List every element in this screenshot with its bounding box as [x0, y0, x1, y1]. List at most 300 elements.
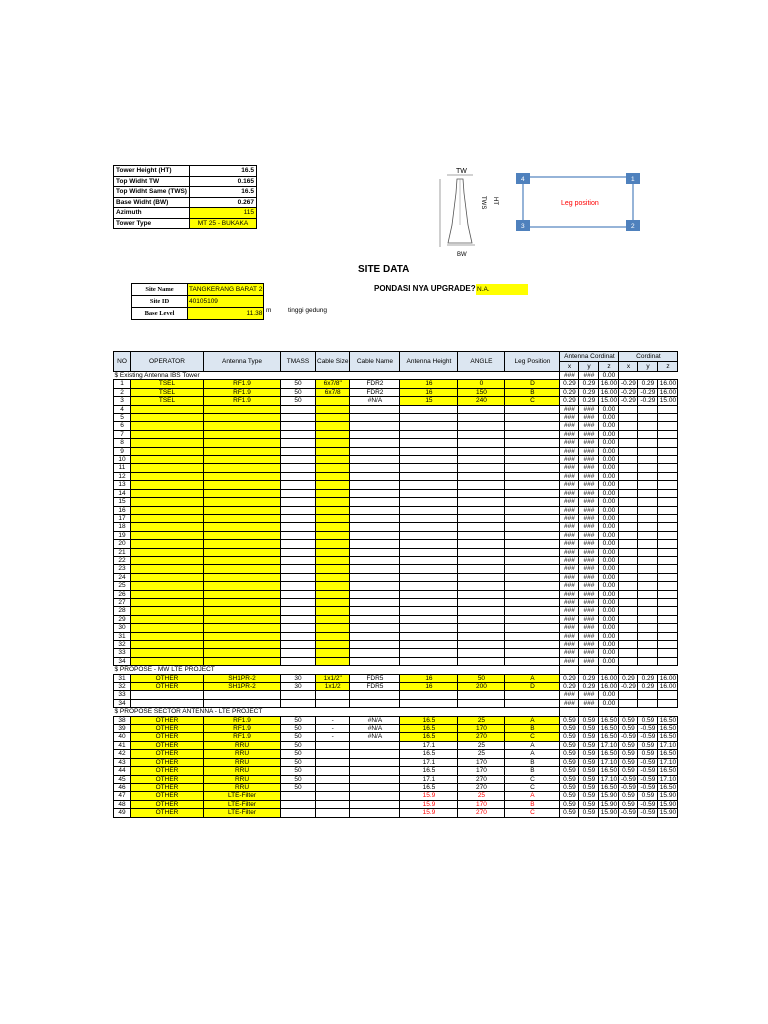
row-cable-name[interactable]: [350, 775, 400, 783]
row-antenna-type[interactable]: [204, 447, 281, 455]
row-antenna-height[interactable]: [400, 498, 458, 506]
row-leg-position[interactable]: C: [505, 733, 560, 741]
row-cable-size[interactable]: [316, 481, 350, 489]
row-antenna-height[interactable]: [400, 615, 458, 623]
row-cable-size[interactable]: [316, 548, 350, 556]
row-cable-name[interactable]: [350, 783, 400, 791]
row-tmass[interactable]: [281, 464, 316, 472]
row-angle[interactable]: [458, 691, 505, 699]
row-tmass[interactable]: 30: [281, 683, 316, 691]
row-angle[interactable]: [458, 422, 505, 430]
row-tmass[interactable]: [281, 691, 316, 699]
row-operator[interactable]: [131, 624, 204, 632]
row-antenna-height[interactable]: [400, 624, 458, 632]
row-cable-size[interactable]: [316, 632, 350, 640]
row-antenna-type[interactable]: RRU: [204, 775, 281, 783]
row-operator[interactable]: [131, 506, 204, 514]
row-leg-position[interactable]: C: [505, 783, 560, 791]
row-angle[interactable]: 25: [458, 792, 505, 800]
row-cable-name[interactable]: [350, 632, 400, 640]
row-tmass[interactable]: 50: [281, 750, 316, 758]
row-operator[interactable]: OTHER: [131, 741, 204, 749]
row-cable-size[interactable]: -: [316, 733, 350, 741]
row-antenna-height[interactable]: 16: [400, 388, 458, 396]
row-angle[interactable]: 25: [458, 750, 505, 758]
row-antenna-type[interactable]: RF1.9: [204, 733, 281, 741]
row-tmass[interactable]: [281, 481, 316, 489]
row-cable-name[interactable]: [350, 422, 400, 430]
row-cable-size[interactable]: [316, 540, 350, 548]
row-leg-position[interactable]: [505, 498, 560, 506]
row-antenna-type[interactable]: [204, 607, 281, 615]
row-operator[interactable]: OTHER: [131, 809, 204, 817]
row-angle[interactable]: [458, 430, 505, 438]
row-angle[interactable]: [458, 523, 505, 531]
row-cable-size[interactable]: [316, 783, 350, 791]
row-leg-position[interactable]: B: [505, 800, 560, 808]
row-antenna-type[interactable]: [204, 573, 281, 581]
row-cable-name[interactable]: #N/A: [350, 733, 400, 741]
row-leg-position[interactable]: A: [505, 792, 560, 800]
row-antenna-height[interactable]: [400, 506, 458, 514]
param-value[interactable]: 0.267: [189, 197, 256, 208]
row-leg-position[interactable]: [505, 548, 560, 556]
row-angle[interactable]: [458, 556, 505, 564]
row-angle[interactable]: [458, 498, 505, 506]
row-leg-position[interactable]: [505, 565, 560, 573]
row-operator[interactable]: OTHER: [131, 716, 204, 724]
row-tmass[interactable]: [281, 489, 316, 497]
row-leg-position[interactable]: [505, 540, 560, 548]
param-value[interactable]: 16.5: [189, 166, 256, 177]
row-antenna-height[interactable]: 15.9: [400, 800, 458, 808]
row-cable-name[interactable]: [350, 615, 400, 623]
row-antenna-height[interactable]: 17.1: [400, 775, 458, 783]
row-antenna-height[interactable]: [400, 464, 458, 472]
row-tmass[interactable]: [281, 422, 316, 430]
row-antenna-type[interactable]: RF1.9: [204, 380, 281, 388]
row-leg-position[interactable]: [505, 531, 560, 539]
row-antenna-height[interactable]: 16: [400, 674, 458, 682]
row-tmass[interactable]: [281, 430, 316, 438]
row-operator[interactable]: [131, 615, 204, 623]
row-cable-size[interactable]: [316, 767, 350, 775]
row-operator[interactable]: [131, 641, 204, 649]
row-cable-size[interactable]: [316, 489, 350, 497]
row-leg-position[interactable]: [505, 430, 560, 438]
row-cable-name[interactable]: [350, 472, 400, 480]
row-operator[interactable]: OTHER: [131, 750, 204, 758]
row-antenna-height[interactable]: [400, 565, 458, 573]
row-cable-size[interactable]: [316, 598, 350, 606]
row-operator[interactable]: [131, 590, 204, 598]
row-antenna-height[interactable]: [400, 641, 458, 649]
row-leg-position[interactable]: [505, 598, 560, 606]
row-antenna-height[interactable]: 16.5: [400, 750, 458, 758]
row-cable-name[interactable]: [350, 489, 400, 497]
row-antenna-height[interactable]: 16.5: [400, 767, 458, 775]
row-antenna-height[interactable]: 16.5: [400, 716, 458, 724]
row-tmass[interactable]: 30: [281, 674, 316, 682]
row-antenna-height[interactable]: 16: [400, 380, 458, 388]
row-operator[interactable]: [131, 472, 204, 480]
row-leg-position[interactable]: [505, 556, 560, 564]
row-operator[interactable]: [131, 548, 204, 556]
row-operator[interactable]: OTHER: [131, 767, 204, 775]
row-tmass[interactable]: [281, 590, 316, 598]
row-operator[interactable]: OTHER: [131, 725, 204, 733]
row-angle[interactable]: [458, 657, 505, 665]
row-antenna-type[interactable]: SH1PR-2: [204, 683, 281, 691]
row-tmass[interactable]: [281, 405, 316, 413]
row-angle[interactable]: [458, 565, 505, 573]
row-antenna-type[interactable]: RF1.9: [204, 725, 281, 733]
row-antenna-height[interactable]: [400, 414, 458, 422]
row-antenna-height[interactable]: [400, 598, 458, 606]
row-cable-size[interactable]: [316, 809, 350, 817]
row-antenna-height[interactable]: [400, 405, 458, 413]
row-tmass[interactable]: [281, 809, 316, 817]
row-operator[interactable]: [131, 422, 204, 430]
row-cable-name[interactable]: [350, 531, 400, 539]
row-antenna-type[interactable]: [204, 405, 281, 413]
row-cable-name[interactable]: [350, 758, 400, 766]
row-antenna-height[interactable]: [400, 531, 458, 539]
row-angle[interactable]: 170: [458, 725, 505, 733]
row-leg-position[interactable]: [505, 489, 560, 497]
row-cable-size[interactable]: [316, 691, 350, 699]
row-operator[interactable]: [131, 598, 204, 606]
row-cable-size[interactable]: [316, 758, 350, 766]
row-leg-position[interactable]: [505, 607, 560, 615]
row-angle[interactable]: [458, 598, 505, 606]
row-leg-position[interactable]: A: [505, 750, 560, 758]
row-angle[interactable]: [458, 649, 505, 657]
row-antenna-height[interactable]: [400, 430, 458, 438]
row-angle[interactable]: 270: [458, 733, 505, 741]
row-operator[interactable]: [131, 430, 204, 438]
row-angle[interactable]: 25: [458, 741, 505, 749]
row-leg-position[interactable]: [505, 464, 560, 472]
row-angle[interactable]: [458, 590, 505, 598]
row-cable-size[interactable]: 1x1/2": [316, 674, 350, 682]
row-antenna-height[interactable]: [400, 556, 458, 564]
row-cable-name[interactable]: [350, 430, 400, 438]
row-leg-position[interactable]: [505, 573, 560, 581]
row-cable-size[interactable]: [316, 498, 350, 506]
row-cable-name[interactable]: #N/A: [350, 725, 400, 733]
row-tmass[interactable]: [281, 582, 316, 590]
row-antenna-height[interactable]: [400, 472, 458, 480]
row-leg-position[interactable]: [505, 624, 560, 632]
row-leg-position[interactable]: [505, 514, 560, 522]
row-operator[interactable]: OTHER: [131, 758, 204, 766]
param-value[interactable]: 16.5: [189, 187, 256, 198]
row-antenna-type[interactable]: SH1PR-2: [204, 674, 281, 682]
row-cable-size[interactable]: [316, 565, 350, 573]
row-operator[interactable]: [131, 498, 204, 506]
row-angle[interactable]: 270: [458, 783, 505, 791]
row-antenna-type[interactable]: [204, 481, 281, 489]
row-tmass[interactable]: [281, 598, 316, 606]
row-cable-name[interactable]: [350, 464, 400, 472]
row-tmass[interactable]: [281, 540, 316, 548]
row-cable-name[interactable]: [350, 556, 400, 564]
row-cable-size[interactable]: [316, 750, 350, 758]
row-tmass[interactable]: 50: [281, 380, 316, 388]
row-tmass[interactable]: 50: [281, 397, 316, 405]
row-leg-position[interactable]: [505, 590, 560, 598]
row-cable-name[interactable]: [350, 439, 400, 447]
row-leg-position[interactable]: [505, 649, 560, 657]
row-tmass[interactable]: 50: [281, 725, 316, 733]
row-cable-name[interactable]: [350, 767, 400, 775]
row-tmass[interactable]: [281, 506, 316, 514]
row-cable-size[interactable]: [316, 405, 350, 413]
row-antenna-type[interactable]: RF1.9: [204, 388, 281, 396]
row-antenna-type[interactable]: LTE-Filter: [204, 809, 281, 817]
row-operator[interactable]: OTHER: [131, 775, 204, 783]
param-value[interactable]: 0.165: [189, 176, 256, 187]
row-tmass[interactable]: [281, 439, 316, 447]
row-leg-position[interactable]: [505, 699, 560, 707]
row-cable-size[interactable]: 1x1/2: [316, 683, 350, 691]
row-antenna-type[interactable]: [204, 657, 281, 665]
row-cable-name[interactable]: [350, 456, 400, 464]
row-antenna-type[interactable]: [204, 556, 281, 564]
row-cable-name[interactable]: [350, 514, 400, 522]
row-tmass[interactable]: [281, 447, 316, 455]
row-angle[interactable]: 25: [458, 716, 505, 724]
row-antenna-type[interactable]: [204, 464, 281, 472]
row-cable-size[interactable]: [316, 800, 350, 808]
row-operator[interactable]: [131, 439, 204, 447]
row-operator[interactable]: TSEL: [131, 397, 204, 405]
row-cable-name[interactable]: [350, 607, 400, 615]
row-cable-name[interactable]: [350, 691, 400, 699]
row-angle[interactable]: [458, 641, 505, 649]
row-operator[interactable]: [131, 657, 204, 665]
row-leg-position[interactable]: C: [505, 397, 560, 405]
row-operator[interactable]: [131, 556, 204, 564]
row-operator[interactable]: OTHER: [131, 800, 204, 808]
row-operator[interactable]: OTHER: [131, 674, 204, 682]
row-operator[interactable]: [131, 691, 204, 699]
row-angle[interactable]: 200: [458, 683, 505, 691]
row-antenna-type[interactable]: RRU: [204, 767, 281, 775]
row-antenna-height[interactable]: 15.9: [400, 809, 458, 817]
row-angle[interactable]: 170: [458, 758, 505, 766]
row-cable-size[interactable]: -: [316, 716, 350, 724]
row-tmass[interactable]: 50: [281, 741, 316, 749]
row-antenna-type[interactable]: [204, 598, 281, 606]
row-operator[interactable]: OTHER: [131, 683, 204, 691]
row-cable-name[interactable]: [350, 657, 400, 665]
row-leg-position[interactable]: [505, 691, 560, 699]
row-operator[interactable]: [131, 456, 204, 464]
row-antenna-height[interactable]: [400, 590, 458, 598]
row-antenna-type[interactable]: [204, 590, 281, 598]
row-cable-name[interactable]: [350, 498, 400, 506]
row-tmass[interactable]: 50: [281, 388, 316, 396]
row-antenna-height[interactable]: [400, 607, 458, 615]
row-antenna-height[interactable]: [400, 439, 458, 447]
row-cable-size[interactable]: [316, 699, 350, 707]
row-operator[interactable]: [131, 447, 204, 455]
row-angle[interactable]: 170: [458, 767, 505, 775]
row-leg-position[interactable]: [505, 414, 560, 422]
row-antenna-type[interactable]: LTE-Filter: [204, 800, 281, 808]
row-operator[interactable]: [131, 649, 204, 657]
row-antenna-type[interactable]: [204, 514, 281, 522]
row-leg-position[interactable]: [505, 506, 560, 514]
row-angle[interactable]: 170: [458, 800, 505, 808]
row-antenna-type[interactable]: RF1.9: [204, 397, 281, 405]
row-cable-size[interactable]: [316, 607, 350, 615]
row-angle[interactable]: [458, 472, 505, 480]
row-antenna-type[interactable]: [204, 641, 281, 649]
row-cable-size[interactable]: [316, 615, 350, 623]
row-antenna-height[interactable]: [400, 699, 458, 707]
row-angle[interactable]: [458, 439, 505, 447]
row-cable-name[interactable]: [350, 565, 400, 573]
row-cable-size[interactable]: [316, 556, 350, 564]
row-tmass[interactable]: [281, 548, 316, 556]
row-leg-position[interactable]: [505, 657, 560, 665]
row-antenna-height[interactable]: 16.5: [400, 783, 458, 791]
row-cable-size[interactable]: [316, 422, 350, 430]
row-angle[interactable]: [458, 632, 505, 640]
row-antenna-height[interactable]: [400, 523, 458, 531]
row-angle[interactable]: 240: [458, 397, 505, 405]
row-cable-size[interactable]: 6x7/8": [316, 380, 350, 388]
row-operator[interactable]: [131, 699, 204, 707]
row-cable-name[interactable]: [350, 649, 400, 657]
row-antenna-type[interactable]: RF1.9: [204, 716, 281, 724]
row-leg-position[interactable]: [505, 472, 560, 480]
row-cable-size[interactable]: [316, 506, 350, 514]
row-angle[interactable]: [458, 447, 505, 455]
row-cable-size[interactable]: [316, 414, 350, 422]
row-antenna-height[interactable]: 15.9: [400, 792, 458, 800]
row-tmass[interactable]: 50: [281, 733, 316, 741]
row-cable-size[interactable]: [316, 649, 350, 657]
row-angle[interactable]: [458, 582, 505, 590]
row-leg-position[interactable]: [505, 481, 560, 489]
row-cable-size[interactable]: [316, 590, 350, 598]
row-leg-position[interactable]: A: [505, 674, 560, 682]
row-antenna-type[interactable]: [204, 548, 281, 556]
pondasi-value[interactable]: N.A.: [476, 284, 528, 295]
row-antenna-height[interactable]: [400, 489, 458, 497]
row-antenna-height[interactable]: 17.1: [400, 741, 458, 749]
row-cable-name[interactable]: #N/A: [350, 397, 400, 405]
row-leg-position[interactable]: D: [505, 683, 560, 691]
row-antenna-type[interactable]: [204, 523, 281, 531]
row-cable-name[interactable]: #N/A: [350, 716, 400, 724]
row-cable-size[interactable]: 6x7/8: [316, 388, 350, 396]
row-cable-size[interactable]: -: [316, 725, 350, 733]
row-antenna-type[interactable]: LTE-Filter: [204, 792, 281, 800]
row-antenna-type[interactable]: [204, 624, 281, 632]
row-angle[interactable]: [458, 607, 505, 615]
row-angle[interactable]: [458, 405, 505, 413]
row-antenna-height[interactable]: 16: [400, 683, 458, 691]
row-cable-name[interactable]: [350, 792, 400, 800]
row-antenna-type[interactable]: RRU: [204, 750, 281, 758]
row-antenna-type[interactable]: [204, 456, 281, 464]
row-antenna-type[interactable]: [204, 430, 281, 438]
row-angle[interactable]: 150: [458, 388, 505, 396]
row-leg-position[interactable]: A: [505, 716, 560, 724]
row-antenna-type[interactable]: [204, 498, 281, 506]
row-operator[interactable]: OTHER: [131, 792, 204, 800]
row-angle[interactable]: [458, 531, 505, 539]
row-antenna-height[interactable]: [400, 481, 458, 489]
row-cable-name[interactable]: [350, 598, 400, 606]
row-antenna-type[interactable]: [204, 489, 281, 497]
row-angle[interactable]: [458, 548, 505, 556]
row-tmass[interactable]: [281, 649, 316, 657]
row-tmass[interactable]: [281, 641, 316, 649]
row-cable-size[interactable]: [316, 641, 350, 649]
row-leg-position[interactable]: [505, 447, 560, 455]
site-id-value[interactable]: 40105109: [188, 296, 264, 308]
row-cable-size[interactable]: [316, 397, 350, 405]
row-antenna-type[interactable]: [204, 506, 281, 514]
row-cable-name[interactable]: [350, 741, 400, 749]
row-tmass[interactable]: [281, 607, 316, 615]
row-antenna-height[interactable]: [400, 632, 458, 640]
row-angle[interactable]: 0: [458, 380, 505, 388]
row-antenna-height[interactable]: 15: [400, 397, 458, 405]
row-cable-name[interactable]: [350, 447, 400, 455]
param-value[interactable]: 115: [189, 208, 256, 219]
row-operator[interactable]: [131, 481, 204, 489]
row-leg-position[interactable]: D: [505, 380, 560, 388]
row-cable-size[interactable]: [316, 741, 350, 749]
row-cable-name[interactable]: [350, 573, 400, 581]
row-tmass[interactable]: [281, 514, 316, 522]
row-operator[interactable]: [131, 632, 204, 640]
row-cable-name[interactable]: FDR2: [350, 380, 400, 388]
row-cable-name[interactable]: [350, 590, 400, 598]
row-cable-size[interactable]: [316, 523, 350, 531]
row-leg-position[interactable]: B: [505, 758, 560, 766]
row-operator[interactable]: [131, 531, 204, 539]
row-leg-position[interactable]: [505, 456, 560, 464]
row-antenna-height[interactable]: [400, 649, 458, 657]
row-operator[interactable]: [131, 514, 204, 522]
row-angle[interactable]: [458, 514, 505, 522]
row-antenna-type[interactable]: RRU: [204, 758, 281, 766]
row-leg-position[interactable]: C: [505, 809, 560, 817]
row-angle[interactable]: [458, 506, 505, 514]
row-cable-size[interactable]: [316, 792, 350, 800]
row-tmass[interactable]: [281, 498, 316, 506]
row-angle[interactable]: [458, 489, 505, 497]
row-antenna-height[interactable]: [400, 456, 458, 464]
row-cable-name[interactable]: [350, 750, 400, 758]
row-tmass[interactable]: [281, 456, 316, 464]
row-cable-size[interactable]: [316, 657, 350, 665]
row-angle[interactable]: 50: [458, 674, 505, 682]
row-operator[interactable]: [131, 523, 204, 531]
row-antenna-height[interactable]: [400, 691, 458, 699]
row-cable-size[interactable]: [316, 775, 350, 783]
row-antenna-height[interactable]: [400, 657, 458, 665]
row-cable-size[interactable]: [316, 624, 350, 632]
